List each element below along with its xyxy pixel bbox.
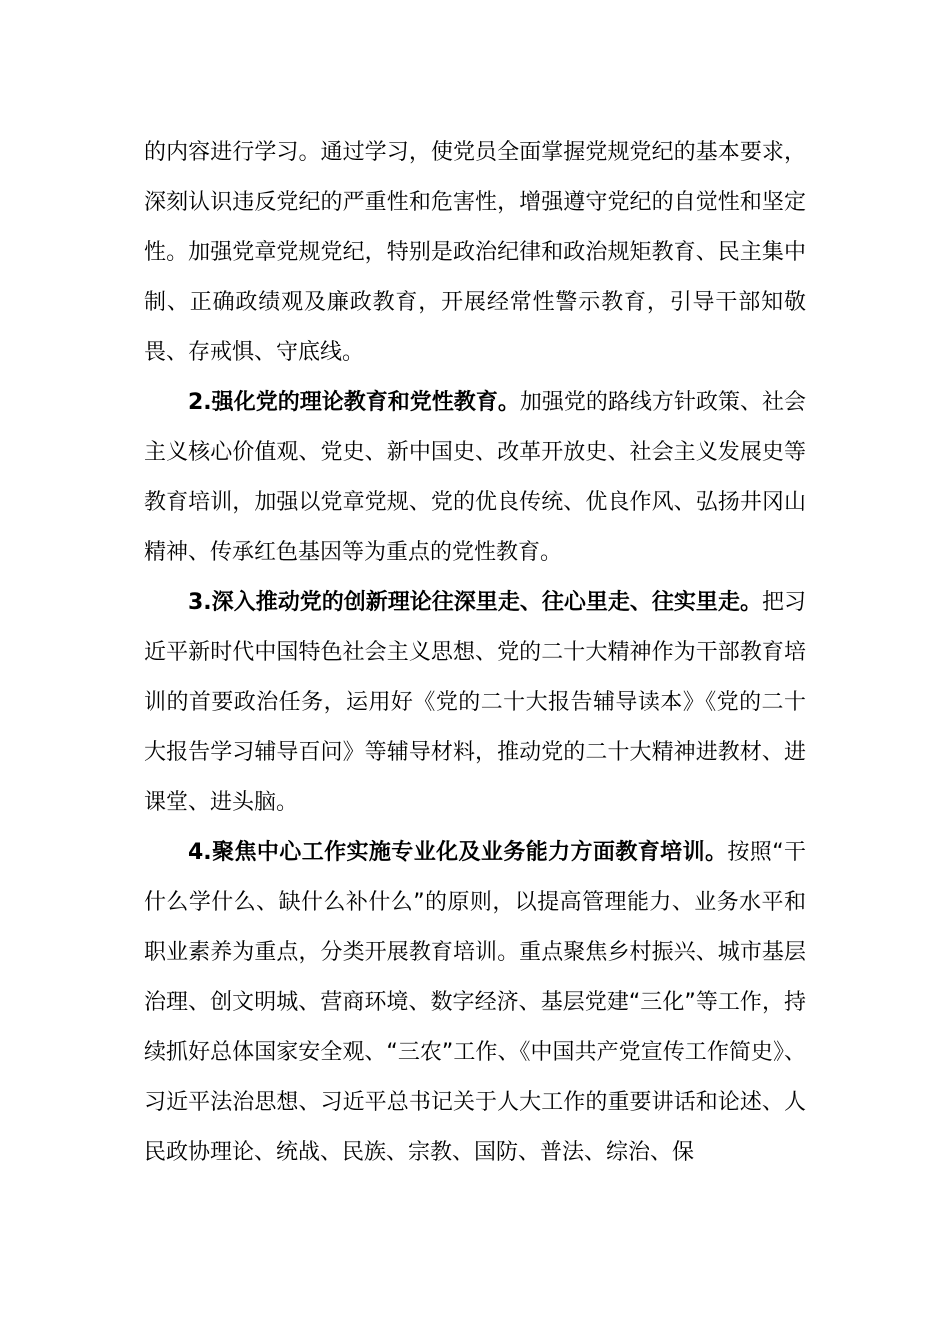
paragraph-body: 按照“干什么学什么、缺什么补什么”的原则，以提高管理能力、业务水平和职业素养为重点，分类开展教育培训。重点聚焦乡村振兴、城市基层治理、创文明城、营商环境、数字经济、基层党建“三化”等工作，持续抓好总体国家安全观、“三农”工作、《中国共产党宣传工作简史》、习近平法治思想、习近平总书记关于人大工作的重要讲话和论述、人民政协理论、统战、民族、宗教、国防、普法、综治、保 bbox=[144, 840, 807, 1165]
paragraph-heading: 3.深入推动党的创新理论往深里走、往心里走、往实里走。 bbox=[188, 590, 762, 615]
paragraph-continuation bbox=[144, 128, 806, 378]
paragraph-3 bbox=[144, 578, 806, 828]
paragraph-body: 加强党的路线方针政策、社会主义核心价值观、党史、新中国史、改革开放史、社会主义发展史等教育培训，加强以党章党规、党的优良传统、优良作风、弘扬井冈山精神、传承红色基因等为重点的党性教育。 bbox=[144, 390, 806, 565]
paragraph-body: 把习近平新时代中国特色社会主义思想、党的二十大精神作为干部教育培训的首要政治任务，运用好《党的二十大报告辅导读本》《党的二十大报告学习辅导百问》等辅导材料，推动党的二十大精神进教材、进课堂、进头脑。 bbox=[144, 590, 806, 815]
paragraph-4 bbox=[144, 828, 806, 1178]
paragraph-2 bbox=[144, 378, 806, 578]
paragraph-body: 的内容进行学习。通过学习，使党员全面掌握党规党纪的基本要求，深刻认识违反党纪的严重性和危害性，增强遵守党纪的自觉性和坚定性。加强党章党规党纪，特别是政治纪律和政治规矩教育、民主集中制、正确政绩观及廉政教育，开展经常性警示教育，引导干部知敬畏、存戒惧、守底线。 bbox=[144, 140, 806, 365]
document-body bbox=[144, 128, 806, 1178]
paragraph-heading: 2.强化党的理论教育和党性教育。 bbox=[188, 390, 520, 415]
paragraph-heading: 4.聚焦中心工作实施专业化及业务能力方面教育培训。 bbox=[188, 840, 728, 865]
